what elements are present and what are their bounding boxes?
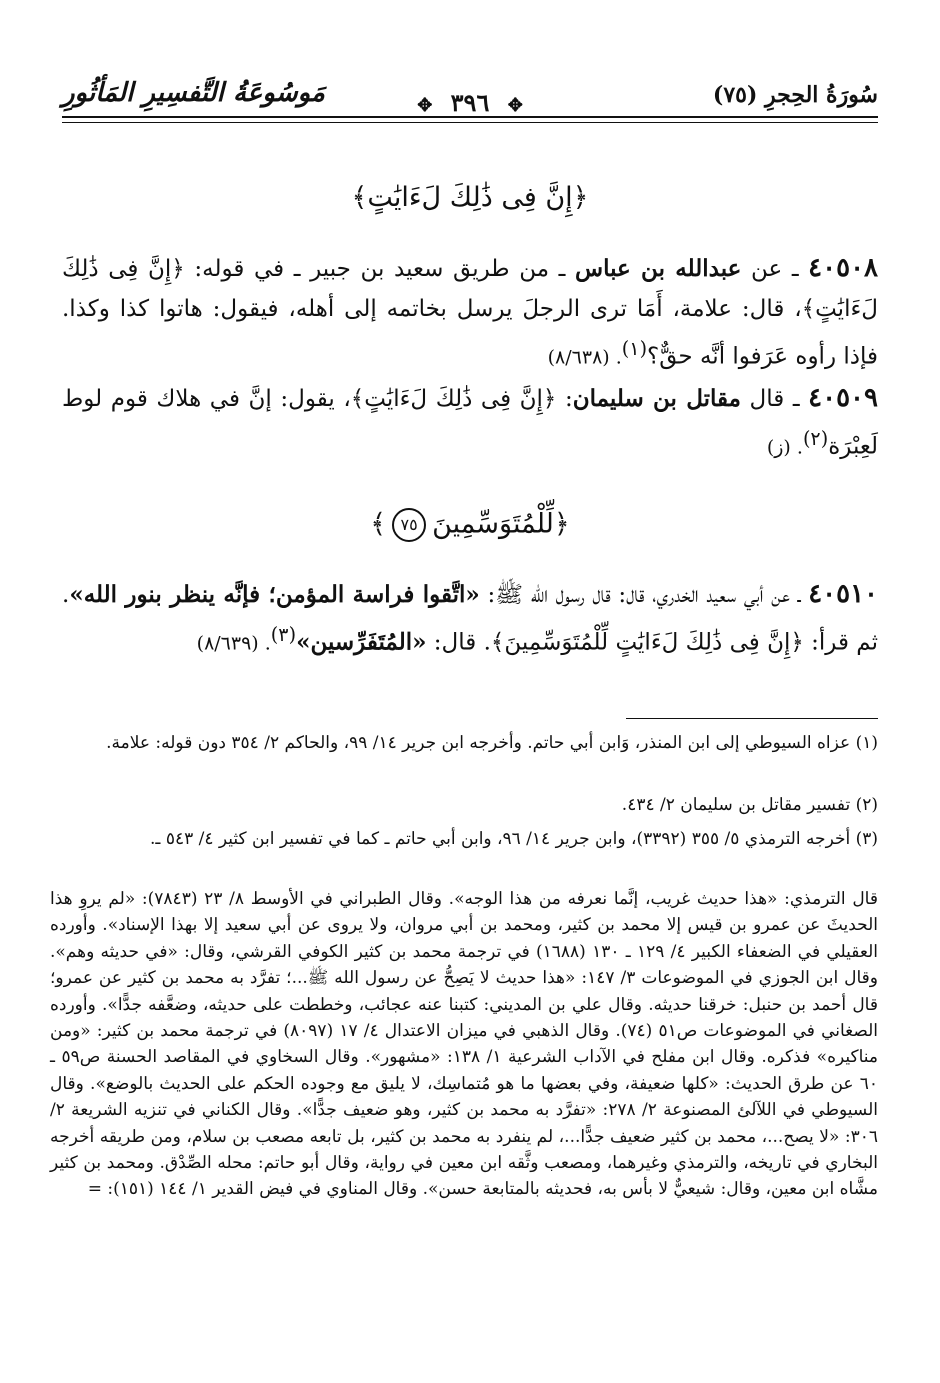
- hadith-quote: «اتَّقوا فراسة المؤمن؛ فإنَّه ينظر بنور الله»: [69, 581, 480, 608]
- footnote-marker[interactable]: (٣): [270, 623, 297, 646]
- verse-number-badge: ٧٥: [392, 508, 426, 542]
- narration-dash: ـ قال: [740, 386, 809, 412]
- footnote-2: (٢) تفسير مقاتل بن سليمان ٢/ ٤٣٤.: [621, 795, 878, 815]
- narration-number: ٤٠٥٠٨: [808, 253, 878, 283]
- narrator-name: مقاتل بن سليمان: [572, 385, 741, 412]
- narration-40510: [62, 574, 878, 664]
- narration-number: ٤٠٥١٠: [808, 579, 879, 609]
- surah-title: سُورَةُ الحِجرِ (٧٥): [712, 82, 878, 108]
- header-rule-thin: [62, 122, 878, 123]
- series-title: مَوسُوعَةُ التَّفسِيرِ المَأثُورِ: [62, 78, 325, 108]
- narration-text: : ﴿إِنَّ فِى ذَٰلِكَ لَءَايَٰتٍ﴾، يقول: إنَّ في هلاك قوم لوط لَعِبْرَة: [62, 386, 878, 460]
- footnote-marker[interactable]: (١): [621, 337, 648, 360]
- narration-text: . ثم قرأ: ﴿إِنَّ فِى ذَٰلِكَ لَءَايَٰتٍ لِّلْمُتَوَسِّمِينَ﴾. قال:: [62, 582, 878, 656]
- page-number-line: [0, 88, 940, 117]
- narration-40508: [62, 248, 878, 378]
- ayah-heading-2: [62, 508, 878, 542]
- hadith-quote-2: «المُتَفَرِّسين»: [296, 628, 427, 656]
- ayah-heading-1: [62, 182, 878, 213]
- narrator-name: عبدالله بن عباس: [575, 255, 742, 282]
- footnote-marker[interactable]: (٢): [802, 427, 829, 450]
- footnote-1: (١) عزاه السيوطي إلى ابن المنذر، وَابن أبي حاتم. وأخرجه ابن جرير ١٤/ ٩٩، والحاكم ٢/ ٣٥٤ دون قوله: علامة.: [106, 733, 878, 753]
- ornament-icon: ✥: [507, 95, 523, 116]
- page-number: ٣٩٦: [450, 88, 490, 117]
- narration-number: ٤٠٥٠٩: [808, 383, 878, 413]
- narration-40509: [62, 378, 878, 468]
- narration-reference: . (٨/٦٣٨): [547, 346, 622, 369]
- narration-dash: ـ عن أبي سعيد الخدري، قال: قال رسول الله ﷺ:: [479, 582, 809, 608]
- ayah-close: ﴾: [370, 508, 387, 540]
- narration-dash: ـ عن: [741, 256, 809, 282]
- narration-reference: . (٨/٦٣٩): [196, 632, 271, 655]
- ayah-text: ﴿إِنَّ فِى ذَٰلِكَ لَءَايَٰتٍ﴾: [351, 182, 589, 213]
- ornament-icon: ✥: [417, 95, 433, 116]
- footnote-3: (٣) أخرجه الترمذي ٥/ ٣٥٥ (٣٣٩٢)، وابن جرير ١٤/ ٩٦، وابن أبي حاتم ـ كما في تفسير ابن كثير ٤/ ٥٤٣ ـ.: [150, 829, 878, 849]
- narration-reference: . (ز): [766, 436, 803, 459]
- footnote-separator: [626, 718, 878, 719]
- footnote-3-continuation: قال الترمذي: «هذا حديث غريب، إنَّما نعرفه من هذا الوجه». وقال الطبراني في الأوسط ٨/ ٢٣ (٧٨٤٣): «لم يروِ هذا الحديثَ عن عمرو بن قيس إلا محمد بن كثير، ومحمد بن أبي مروان، ولا يروى عن أبي سعيد إلا بهذا الإسناد». وأورده العقيلي في الضعفاء الكبير ٤/ ١٢٩ ـ ١٣٠ (١٦٨٨) في ترجمة محمد بن كثير الكوفي القرشي، وقال: «في حديثه وهم». وقال ابن الجوزي في الموضوعات ٣/ ١٤٧: «هذا حديث لا يَصِحُّ عن رسول الله ﷺ...؛ تفرَّد به محمد بن كثير عن عمرو؛ قال أحمد بن حنبل: خرقنا حديثه. وقال علي بن المديني: كتبنا عنه عجائب، وخططت على حديثه، وضعَّفه جدًّا». وأورده الصغاني في الموضوعات ص٥١ (٧٤). وقال الذهبي في ميزان الاعتدال ٤/ ١٧ (٨٠٩٧) في ترجمة محمد بن كثير: «ومن مناكيره» فذكره. وقال ابن مفلح في الآداب الشرعية ١/ ١٣٨: «مشهور». وقال السخاوي في المقاصد الحسنة ص٥٩ ـ ٦٠ عن طرق الحديث: «كلها ضعيفة، وفي بعضها ما هو مُتماسِك، لا يليق مع وجوده الحكم على الحديث بالوضع». وقال السيوطي في اللآلئ المصنوعة ٢/ ٢٧٨: «تفرَّد به محمد بن كثير، وهو ضعيف جدًّا». وقال الكناني في تنزيه الشريعة ٢/ ٣٠٦: «لا يصح...، محمد بن كثير ضعيف جدًّا...، لم ينفرد به محمد بن كثير، بل تابعه مصعب بن سلام، ومن طريقه أخرجه البخاري في تاريخه، والترمذي وغيرهما، ومصعب وثَّقه ابن معين في رواية، وقال أبو حاتم: محله الصِّدْق. ومحمد بن كثير مشَّاه ابن معين، وقال: شيعيٌّ لا بأس به، فحديثه بالمتابعة حسن». وقال المناوي في فيض القدير ١/ ١٤٤ (١٥١): =: [50, 889, 879, 1200]
- ayah-text: ﴿لِّلْمُتَوَسِّمِينَ: [432, 508, 570, 540]
- narration-text: ـ من طريق سعيد بن جبير ـ في قوله: ﴿إِنَّ فِى ذَٰلِكَ لَءَايَٰتٍ﴾، قال: علامة، أَمَا ترى الرجلَ يرسل بخاتمه إلى أهله، فيقول: هاتوا كذا وكذا. فإذا رأوه عَرَفوا أنَّه حقٌّ؟: [62, 256, 878, 370]
